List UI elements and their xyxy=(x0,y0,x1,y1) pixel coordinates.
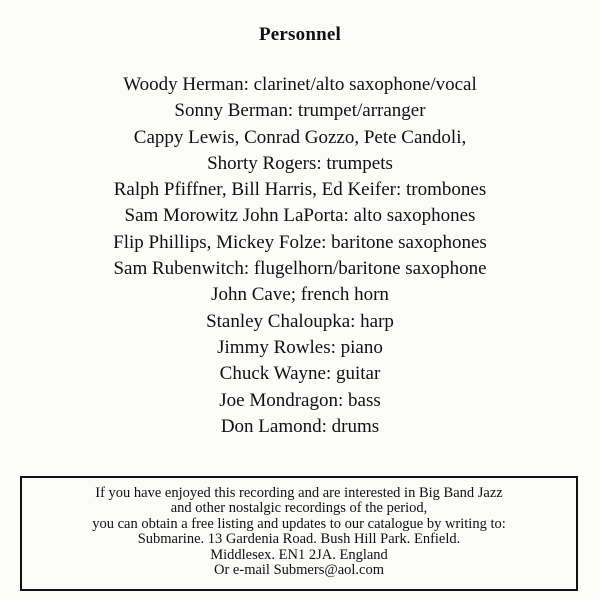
personnel-line: Stanley Chaloupka: harp xyxy=(206,310,394,332)
personnel-line: Cappy Lewis, Conrad Gozzo, Pete Candoli, xyxy=(133,126,467,148)
notice-line: Submarine. 13 Gardenia Road. Bush Hill Park. Enfield. xyxy=(137,531,461,548)
personnel-line: Sam Rubenwitch: flugelhorn/baritone saxophone xyxy=(113,258,487,280)
notice-line: and other nostalgic recordings of the period, xyxy=(170,500,428,517)
notice-line: Or e-mail Submers@aol.com xyxy=(214,562,384,579)
personnel-line: Ralph Pfiffner, Bill Harris, Ed Keifer: trombones xyxy=(113,179,487,201)
personnel-line: Joe Mondragon: bass xyxy=(219,389,381,411)
personnel-line: Chuck Wayne: guitar xyxy=(219,363,381,385)
notice-line: you can obtain a free listing and updates to our catalogue by writing to: xyxy=(92,515,506,532)
notice-line: If you have enjoyed this recording and are interested in Big Band Jazz xyxy=(95,485,503,501)
personnel-line: Shorty Rogers: trumpets xyxy=(207,152,393,174)
personnel-line: Don Lamond: drums xyxy=(220,415,380,437)
personnel-line: Woody Herman: clarinet/alto saxophone/vocal xyxy=(123,74,477,95)
page-title: Personnel xyxy=(258,24,341,45)
personnel-list xyxy=(0,72,600,440)
personnel-line: John Cave; french horn xyxy=(211,284,389,306)
personnel-line: Flip Phillips, Mickey Folze: baritone saxophones xyxy=(113,231,487,253)
personnel-line: Sonny Berman: trumpet/arranger xyxy=(174,100,426,122)
catalogue-notice-box xyxy=(20,476,578,591)
notice-line: Middlesex. EN1 2JA. England xyxy=(210,546,388,563)
personnel-line: Sam Morowitz John LaPorta: alto saxophones xyxy=(124,205,476,227)
personnel-line: Jimmy Rowles: piano xyxy=(217,336,383,358)
